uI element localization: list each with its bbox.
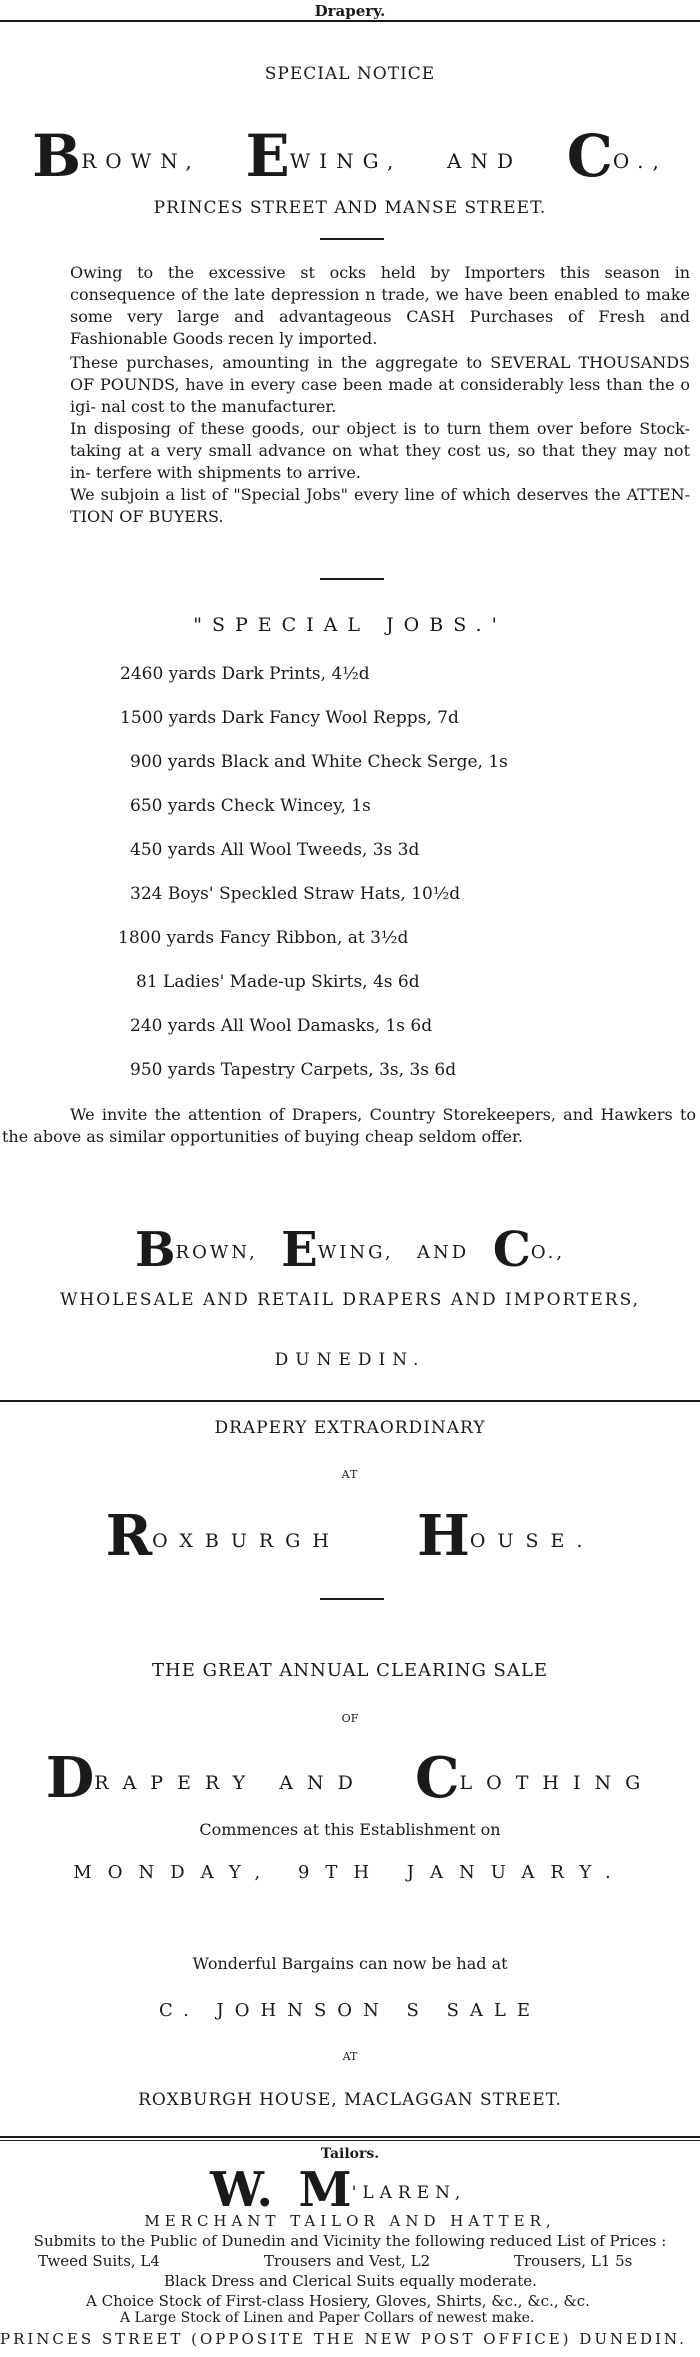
section-rule: [0, 1400, 700, 1402]
section-rule-thin: [0, 2140, 700, 2141]
paragraph-3: In disposing of these goods, our object is to turn them over before Stock- taking at a very small advance on what they cost us, so that they may not in- terfere with shipments to arrive.: [70, 419, 690, 482]
job-item: 324 Boys' Speckled Straw Hats, 10½d: [130, 884, 461, 904]
drapery-clothing-title: [0, 1746, 700, 1810]
merchant-tailor: MERCHANT TAILOR AND HATTER,: [144, 2212, 556, 2230]
job-item: 950 yards Tapestry Carpets, 3s, 3s 6d: [130, 1060, 457, 1080]
short-rule: [320, 578, 384, 580]
goods-part-1: DRAPERY AND: [45, 1745, 367, 1811]
submits-line: Submits to the Public of Dunedin and Vicinity the following reduced List of Prices :: [33, 2232, 667, 2250]
job-item: 450 yards All Wool Tweeds, 3s 3d: [130, 840, 420, 860]
choice-stock-line: A Choice Stock of First-class Hosiery, Gloves, Shirts, &c., &c., &c.: [86, 2292, 590, 2310]
short-rule: [320, 238, 384, 240]
at-label-2: AT: [342, 2050, 358, 2063]
paragraph-2: These purchases, amounting in the aggregate to SEVERAL THOUSANDS OF POUNDS, have in every case been made at considerably less than the o igi- nal cost to the manufacturer.: [70, 353, 690, 416]
header-rule: [0, 20, 700, 22]
roxburgh-house-title: [0, 1504, 700, 1568]
goods-part-2: CLOTHING: [414, 1745, 655, 1811]
city-name: DUNEDIN.: [274, 1350, 426, 1370]
name-part-4: CO.,: [566, 122, 668, 190]
price-item: Trousers, L1 5s: [514, 2252, 633, 2270]
bargains-line: Wonderful Bargains can now be had at: [192, 1954, 508, 1973]
of-label: OF: [341, 1712, 359, 1725]
paragraph-1: Owing to the excessive st ocks held by Importers this season in consequence of the late depression n trade, we have been enabled to make some very large and advantageous CASH Purchases of Fresh and Fashionable Goods recen ly imported.: [70, 263, 690, 348]
name-w: W.: [210, 2162, 274, 2218]
job-item: 900 yards Black and White Check Serge, 1s: [130, 752, 508, 772]
advertiser-name: [0, 124, 700, 188]
name-part-2: EWING,: [245, 122, 403, 190]
commences-line: Commences at this Establishment on: [199, 1820, 501, 1839]
job-item: 1800 yards Fancy Ribbon, at 3½d: [118, 928, 409, 948]
name-rest: 'LAREN,: [351, 2183, 467, 2203]
section-rule: [0, 2136, 700, 2138]
paragraph-4: We subjoin a list of "Special Jobs" every line of which deserves the ATTEN- TION OF BUYERS.: [70, 485, 690, 526]
sig-part-3: AND: [417, 1242, 470, 1263]
roxburgh-address: ROXBURGH HOUSE, MACLAGGAN STREET.: [138, 2090, 562, 2110]
large-stock-line: A Large Stock of Linen and Paper Collars of newest make.: [120, 2310, 535, 2326]
special-jobs-title: "SPECIAL JOBS.': [193, 614, 507, 636]
address-brown-ewing: PRINCES STREET AND MANSE STREET.: [153, 198, 547, 218]
trade-description: WHOLESALE AND RETAIL DRAPERS AND IMPORTERS,: [59, 1290, 641, 1310]
sig-part-1: BROWN,: [134, 1222, 258, 1278]
name-m: M: [298, 2162, 352, 2218]
name-part-1: BROWN,: [32, 122, 201, 190]
sig-part-2: EWING,: [281, 1222, 394, 1278]
signature-name: [0, 1218, 700, 1282]
section-heading-drapery: Drapery.: [314, 2, 386, 20]
price-item: Trousers and Vest, L2: [264, 2252, 431, 2270]
clearing-sale-title: THE GREAT ANNUAL CLEARING SALE: [152, 1660, 548, 1681]
tailor-address: PRINCES STREET (OPPOSITE THE NEW POST OFFICE) DUNEDIN.: [0, 2330, 687, 2348]
special-notice: SPECIAL NOTICE: [264, 64, 436, 84]
johnson-sale: C. JOHNSON S SALE: [158, 2000, 542, 2021]
price-item: Tweed Suits, L4: [38, 2252, 160, 2270]
job-item: 240 yards All Wool Damasks, 1s 6d: [130, 1016, 433, 1036]
sig-part-4: CO.,: [492, 1222, 566, 1278]
job-item: 2460 yards Dark Prints, 4½d: [120, 664, 370, 684]
black-dress-line: Black Dress and Clerical Suits equally moderate.: [164, 2272, 537, 2290]
house-part-2: HOUSE.: [417, 1503, 595, 1569]
at-label: AT: [341, 1468, 359, 1481]
house-part-1: ROXBURGH: [105, 1503, 341, 1569]
short-rule: [320, 1598, 384, 1600]
section-heading-tailors: Tailors.: [320, 2146, 380, 2162]
job-item: 81 Ladies' Made-up Skirts, 4s 6d: [136, 972, 420, 992]
sale-date: MONDAY, 9TH JANUARY.: [73, 1862, 627, 1883]
invite-paragraph: We invite the attention of Drapers, Country Storekeepers, and Hawkers to the above as similar opportunities of buying cheap seldom offer.: [2, 1105, 696, 1146]
name-part-3: AND: [447, 149, 522, 173]
job-item: 1500 yards Dark Fancy Wool Repps, 7d: [120, 708, 459, 728]
job-item: 650 yards Check Wincey, 1s: [130, 796, 371, 816]
drapery-extraordinary: DRAPERY EXTRAORDINARY: [214, 1418, 486, 1438]
